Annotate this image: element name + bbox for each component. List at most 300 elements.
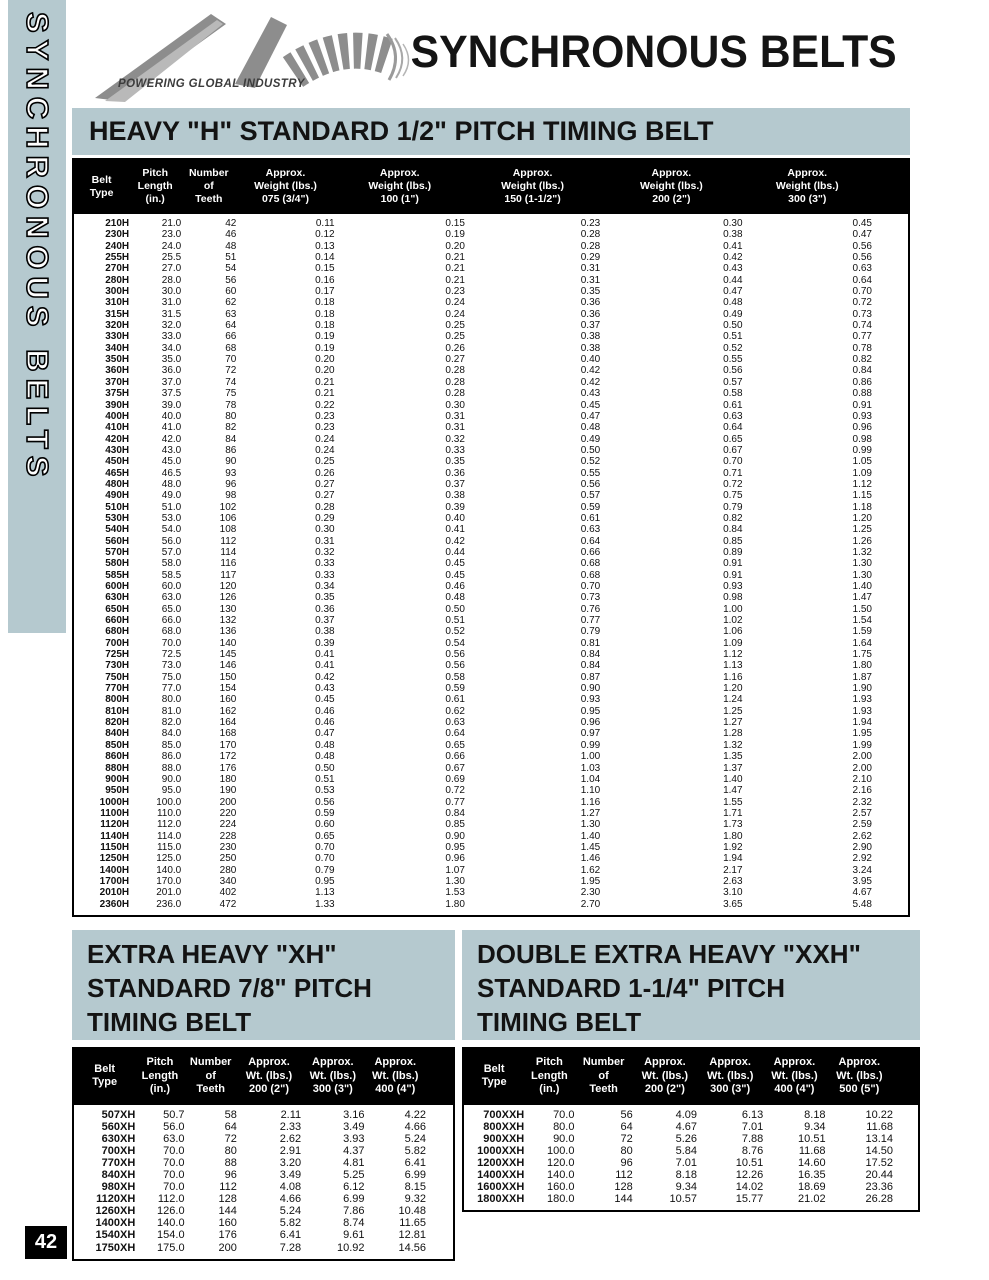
value-cell: 0.81: [580, 637, 601, 649]
value-cell: 1.26: [852, 535, 872, 547]
value-cell: 0.58: [445, 671, 465, 683]
table-row: [463, 1133, 919, 1145]
value-cell: 0.19: [315, 342, 335, 354]
value-cell: 6.99: [343, 1193, 365, 1206]
value-cell: 0.36: [445, 467, 465, 479]
value-cell: 4.09: [675, 1108, 698, 1121]
value-cell: 0.11: [315, 218, 335, 229]
belt-type-cell: 1700H: [99, 875, 130, 887]
value-cell: 168: [219, 728, 237, 740]
value-cell: 46: [225, 229, 237, 241]
value-cell: 0.97: [580, 728, 601, 740]
belt-type-cell: 1600XXH: [477, 1181, 525, 1194]
value-cell: 58.5: [161, 569, 182, 581]
value-cell: 0.28: [580, 240, 601, 252]
value-cell: 0.85: [723, 535, 743, 547]
belt-type-cell: 700XH: [101, 1144, 136, 1157]
value-cell: 0.82: [852, 354, 872, 366]
value-cell: 1.00: [723, 603, 743, 615]
value-cell: 0.51: [315, 773, 335, 785]
table-row: [73, 887, 909, 898]
value-cell: 0.36: [315, 603, 335, 615]
value-cell: 144: [614, 1193, 633, 1206]
value-cell: 1.09: [852, 467, 872, 479]
value-cell: 1.32: [852, 546, 872, 558]
value-cell: 7.01: [675, 1156, 698, 1169]
belt-type-cell: 390H: [105, 399, 130, 411]
value-cell: 0.31: [445, 422, 465, 434]
value-cell: 0.98: [852, 433, 872, 445]
value-cell: 0.55: [723, 354, 743, 366]
h-belt-table: [72, 158, 910, 917]
value-cell: 0.77: [580, 615, 601, 627]
value-cell: 2.92: [852, 853, 872, 865]
value-cell: 8.18: [675, 1168, 698, 1181]
table-row: [73, 286, 909, 297]
value-cell: 0.35: [445, 456, 465, 468]
value-cell: 41.0: [161, 422, 182, 434]
value-cell: 39.0: [161, 399, 182, 411]
table-row: [73, 683, 909, 694]
value-cell: 0.62: [445, 705, 465, 717]
value-cell: 0.96: [445, 853, 465, 865]
value-cell: 46.5: [161, 467, 182, 479]
table-row: [73, 1169, 454, 1181]
value-cell: 0.64: [723, 422, 743, 434]
value-cell: 75: [225, 388, 237, 400]
value-cell: 68.0: [161, 626, 182, 638]
belt-type-cell: 1100H: [100, 807, 130, 819]
value-cell: 0.15: [315, 263, 335, 275]
value-cell: 78: [225, 399, 237, 411]
value-cell: 7.28: [279, 1241, 302, 1254]
value-cell: 1.53: [445, 887, 465, 899]
value-cell: 2.17: [723, 864, 743, 876]
value-cell: 2.70: [580, 898, 601, 910]
value-cell: 3.65: [723, 898, 743, 910]
value-cell: 1.37: [723, 762, 743, 774]
value-cell: 70: [225, 354, 237, 366]
value-cell: 0.49: [580, 433, 601, 445]
value-cell: 1.95: [852, 728, 872, 740]
belt-type-cell: 375H: [105, 388, 130, 400]
value-cell: 114: [220, 546, 237, 558]
value-cell: 0.44: [445, 546, 465, 558]
value-cell: 0.38: [580, 331, 601, 343]
value-cell: 0.28: [445, 376, 465, 388]
value-cell: 48.0: [161, 478, 182, 490]
value-cell: 2.91: [279, 1144, 302, 1157]
value-cell: 0.28: [580, 229, 601, 241]
value-cell: 0.95: [315, 875, 335, 887]
value-cell: 340: [219, 875, 237, 887]
belt-type-cell: 1140H: [100, 830, 130, 842]
table-row: [73, 558, 909, 569]
value-cell: 112.0: [157, 1193, 185, 1206]
value-cell: 1.27: [723, 717, 743, 729]
value-cell: 96: [225, 478, 237, 490]
value-cell: 2.10: [852, 773, 872, 785]
value-cell: 2.90: [852, 841, 872, 853]
value-cell: 3.20: [279, 1156, 302, 1169]
value-cell: 80: [225, 410, 237, 422]
belt-type-cell: 340H: [105, 342, 130, 354]
column-header: Approx. Wt. (lbs.) 200 (2"): [633, 1048, 697, 1105]
value-cell: 11.68: [866, 1120, 893, 1133]
column-header: Approx. Weight (lbs.) 150 (1-1/2"): [465, 159, 600, 214]
value-cell: 114.0: [156, 830, 182, 842]
value-cell: 48: [225, 240, 237, 252]
value-cell: 0.61: [723, 399, 743, 411]
value-cell: 3.49: [279, 1168, 302, 1181]
value-cell: 1.95: [580, 875, 601, 887]
table-row: [73, 728, 909, 739]
value-cell: 0.41: [445, 524, 465, 536]
value-cell: 0.79: [723, 501, 743, 513]
value-cell: 0.37: [445, 478, 465, 490]
table-row: [73, 456, 909, 467]
value-cell: 74: [225, 376, 237, 388]
value-cell: 0.50: [315, 762, 335, 774]
value-cell: 190: [219, 785, 237, 797]
value-cell: 1.80: [852, 660, 872, 672]
table-row: [73, 1105, 454, 1121]
value-cell: 0.63: [580, 524, 601, 536]
table-row: [73, 865, 909, 876]
value-cell: 27.0: [161, 263, 182, 275]
value-cell: 1.40: [852, 581, 872, 592]
value-cell: 12.81: [398, 1229, 426, 1242]
value-cell: 0.26: [445, 342, 465, 354]
belt-type-cell: 360H: [105, 365, 130, 377]
value-cell: 160: [219, 694, 237, 706]
value-cell: 120.0: [546, 1156, 575, 1169]
value-cell: 0.27: [315, 478, 335, 490]
value-cell: 0.49: [723, 308, 743, 320]
value-cell: 10.22: [865, 1108, 893, 1121]
value-cell: 2.00: [852, 762, 872, 774]
value-cell: 0.84: [445, 807, 465, 819]
value-cell: 0.64: [580, 535, 601, 547]
value-cell: 130: [219, 603, 237, 615]
value-cell: 1.94: [723, 853, 743, 865]
column-header: Number of Teeth: [185, 1048, 237, 1105]
h-table-body: [73, 214, 909, 916]
column-header: Approx. Weight (lbs.) 300 (3"): [743, 159, 909, 214]
value-cell: 40.0: [161, 410, 182, 422]
value-cell: 6.12: [343, 1181, 365, 1194]
value-cell: 0.24: [445, 308, 465, 320]
value-cell: 0.39: [445, 501, 465, 513]
table-row: [463, 1105, 919, 1121]
column-header: Number of Teeth: [574, 1048, 632, 1105]
value-cell: 230: [219, 841, 237, 853]
value-cell: 7.01: [741, 1120, 764, 1133]
value-cell: 0.70: [315, 841, 335, 853]
value-cell: 0.57: [723, 376, 743, 388]
value-cell: 0.86: [852, 376, 872, 388]
belt-type-cell: 950H: [105, 785, 130, 797]
value-cell: 82.0: [161, 717, 182, 729]
table-row: [463, 1121, 919, 1133]
value-cell: 1.30: [852, 569, 872, 581]
value-cell: 3.24: [852, 864, 872, 876]
table-row: [73, 468, 909, 479]
value-cell: 31.0: [161, 297, 182, 309]
value-cell: 0.68: [580, 558, 601, 570]
value-cell: 8.76: [741, 1144, 764, 1157]
value-cell: 172: [219, 751, 237, 763]
value-cell: 72: [620, 1132, 633, 1145]
value-cell: 1.93: [852, 705, 872, 717]
belt-type-cell: 800XXH: [483, 1120, 525, 1133]
value-cell: 0.25: [315, 456, 335, 468]
section-header-h: [72, 108, 910, 155]
value-cell: 0.72: [723, 478, 743, 490]
value-cell: 0.72: [852, 297, 872, 309]
value-cell: 0.20: [315, 354, 335, 366]
table-row: [73, 1181, 454, 1193]
value-cell: 1.12: [723, 649, 743, 661]
value-cell: 128: [218, 1193, 237, 1206]
value-cell: 0.30: [445, 399, 465, 411]
value-cell: 82: [225, 422, 237, 434]
value-cell: 140.0: [156, 864, 182, 876]
value-cell: 0.70: [580, 581, 601, 592]
value-cell: 0.72: [445, 785, 465, 797]
value-cell: 224: [219, 819, 237, 831]
belt-type-cell: 2010H: [99, 887, 130, 899]
belt-type-cell: 255H: [105, 252, 130, 264]
value-cell: 7.88: [741, 1132, 764, 1145]
value-cell: 1.90: [852, 683, 872, 695]
table-row: [73, 706, 909, 717]
value-cell: 0.33: [315, 558, 335, 570]
value-cell: 6.13: [741, 1108, 764, 1121]
table-row: [73, 751, 909, 762]
belt-type-cell: 300H: [105, 286, 130, 298]
value-cell: 80.0: [553, 1120, 575, 1133]
table-row: [73, 547, 909, 558]
value-cell: 145: [219, 649, 237, 661]
value-cell: 0.16: [315, 274, 335, 286]
value-cell: 0.90: [580, 683, 601, 695]
value-cell: 0.47: [852, 229, 872, 241]
value-cell: 1.06: [723, 626, 743, 638]
value-cell: 21.0: [161, 218, 182, 229]
value-cell: 10.51: [798, 1132, 826, 1145]
value-cell: 0.74: [852, 320, 872, 332]
value-cell: 136: [219, 626, 237, 638]
table-row: [73, 524, 909, 535]
section-title-line: STANDARD 1-1/4" PITCH: [477, 973, 785, 1003]
page-title: SYNCHRONOUS BELTS: [410, 26, 897, 77]
value-cell: 0.21: [445, 263, 465, 275]
value-cell: 0.63: [723, 410, 743, 422]
value-cell: 1.45: [580, 841, 601, 853]
value-cell: 86.0: [161, 751, 182, 763]
value-cell: 98: [225, 490, 237, 502]
value-cell: 115.0: [156, 841, 182, 853]
value-cell: 9.34: [675, 1181, 698, 1194]
brand-logo: [95, 6, 430, 106]
value-cell: 0.59: [315, 807, 335, 819]
value-cell: 1.30: [445, 875, 465, 887]
value-cell: 0.77: [445, 796, 465, 808]
belt-type-cell: 750H: [105, 671, 130, 683]
value-cell: 236.0: [156, 898, 182, 910]
table-row: [73, 377, 909, 388]
belt-type-cell: 900H: [105, 773, 130, 785]
value-cell: 1.25: [723, 705, 743, 717]
value-cell: 108: [219, 524, 237, 536]
value-cell: 0.73: [852, 308, 872, 320]
belt-type-cell: 1120H: [100, 819, 130, 831]
table-row: [73, 331, 909, 342]
belt-type-cell: 210H: [105, 218, 130, 229]
value-cell: 0.18: [315, 320, 335, 332]
value-cell: 54.0: [161, 524, 182, 536]
value-cell: 10.57: [669, 1193, 698, 1206]
column-header: Approx. Wt. (lbs.) 400 (4"): [364, 1048, 454, 1105]
value-cell: 64: [224, 1120, 237, 1133]
value-cell: 0.24: [315, 433, 335, 445]
value-cell: 0.54: [445, 637, 465, 649]
belt-type-cell: 840H: [105, 728, 130, 740]
belt-type-cell: 450H: [105, 456, 130, 468]
value-cell: 1.46: [580, 853, 601, 865]
value-cell: 64: [620, 1120, 633, 1133]
value-cell: 0.43: [580, 388, 601, 400]
value-cell: 1.87: [852, 671, 872, 683]
belt-type-cell: 730H: [105, 660, 130, 672]
value-cell: 1.24: [723, 694, 743, 706]
table-row: [463, 1169, 919, 1181]
value-cell: 45.0: [161, 456, 182, 468]
value-cell: 4.67: [675, 1120, 698, 1133]
value-cell: 0.48: [580, 422, 601, 434]
value-cell: 0.42: [315, 671, 335, 683]
value-cell: 0.26: [315, 467, 335, 479]
value-cell: 14.02: [735, 1181, 764, 1194]
belt-type-cell: 980XH: [101, 1181, 136, 1194]
value-cell: 0.93: [723, 581, 743, 592]
column-header: Approx. Wt. (lbs.) 300 (3"): [697, 1048, 763, 1105]
value-cell: 1.27: [580, 807, 601, 819]
value-cell: 1.07: [445, 864, 465, 876]
value-cell: 0.21: [445, 274, 465, 286]
value-cell: 9.61: [343, 1229, 365, 1242]
value-cell: 5.25: [343, 1168, 365, 1181]
table-row: [73, 1217, 454, 1229]
value-cell: 33.0: [161, 331, 182, 343]
value-cell: 0.79: [580, 626, 601, 638]
value-cell: 2.57: [852, 807, 872, 819]
value-cell: 84.0: [161, 728, 182, 740]
belt-type-cell: 770XH: [101, 1156, 136, 1169]
value-cell: 60: [225, 286, 237, 298]
value-cell: 2.30: [580, 887, 601, 899]
value-cell: 1.13: [315, 887, 335, 899]
value-cell: 164: [219, 717, 237, 729]
belt-type-cell: 600H: [105, 581, 130, 592]
page-number: 42: [25, 1226, 67, 1259]
value-cell: 1.35: [723, 751, 743, 763]
value-cell: 0.45: [445, 569, 465, 581]
value-cell: 0.20: [315, 365, 335, 377]
value-cell: 132: [219, 615, 237, 627]
value-cell: 170: [219, 739, 237, 751]
value-cell: 128: [614, 1181, 633, 1194]
belt-type-cell: 1000XXH: [477, 1144, 525, 1157]
table-row: [73, 570, 909, 581]
table-row: [73, 660, 909, 671]
table-row: [73, 831, 909, 842]
table-row: [73, 490, 909, 501]
value-cell: 0.58: [723, 388, 743, 400]
belt-type-cell: 820H: [105, 717, 130, 729]
table-row: [73, 297, 909, 308]
section-title: HEAVY "H" STANDARD 1/2" PITCH TIMING BELT: [89, 116, 714, 146]
value-cell: 0.99: [580, 739, 601, 751]
belt-type-cell: 630H: [105, 592, 130, 604]
value-cell: 0.84: [723, 524, 743, 536]
column-header: Pitch Length (in.): [135, 1048, 184, 1105]
value-cell: 1.25: [852, 524, 872, 536]
value-cell: 200: [219, 796, 237, 808]
value-cell: 0.30: [315, 524, 335, 536]
table-row: [463, 1145, 919, 1157]
value-cell: 70.0: [163, 1156, 185, 1169]
table-row: [73, 214, 909, 229]
value-cell: 21.02: [798, 1193, 826, 1206]
value-cell: 26.28: [865, 1193, 893, 1206]
value-cell: 95.0: [161, 785, 182, 797]
value-cell: 0.28: [445, 388, 465, 400]
value-cell: 2.62: [852, 830, 872, 842]
value-cell: 0.31: [315, 535, 335, 547]
value-cell: 42.0: [161, 433, 182, 445]
column-header: Approx. Wt. (lbs.) 500 (5"): [826, 1048, 919, 1105]
value-cell: 0.13: [315, 240, 335, 252]
value-cell: 70.0: [163, 1144, 185, 1157]
value-cell: 0.47: [580, 410, 601, 422]
value-cell: 0.56: [852, 240, 872, 252]
belt-type-cell: 1800XXH: [477, 1193, 525, 1206]
value-cell: 200: [218, 1241, 237, 1254]
value-cell: 10.92: [336, 1241, 365, 1254]
value-cell: 0.70: [852, 286, 872, 298]
table-row: [73, 354, 909, 365]
column-header: Approx. Weight (lbs.) 075 (3/4"): [236, 159, 334, 214]
sidebar-band: [8, 0, 66, 633]
value-cell: 472: [219, 898, 237, 910]
value-cell: 42: [225, 218, 237, 229]
value-cell: 0.42: [445, 535, 465, 547]
value-cell: 0.18: [315, 308, 335, 320]
belt-type-cell: 465H: [105, 467, 130, 479]
belt-type-cell: 725H: [105, 649, 130, 661]
column-header: Approx. Wt. (lbs.) 400 (4"): [763, 1048, 825, 1105]
value-cell: 0.66: [580, 546, 601, 558]
value-cell: 0.88: [852, 388, 872, 400]
value-cell: 0.45: [580, 399, 601, 411]
table-row: [73, 241, 909, 252]
value-cell: 31.5: [161, 308, 182, 320]
section-title-line: EXTRA HEAVY "XH": [87, 939, 337, 969]
value-cell: 0.23: [315, 410, 335, 422]
value-cell: 88: [224, 1156, 237, 1169]
